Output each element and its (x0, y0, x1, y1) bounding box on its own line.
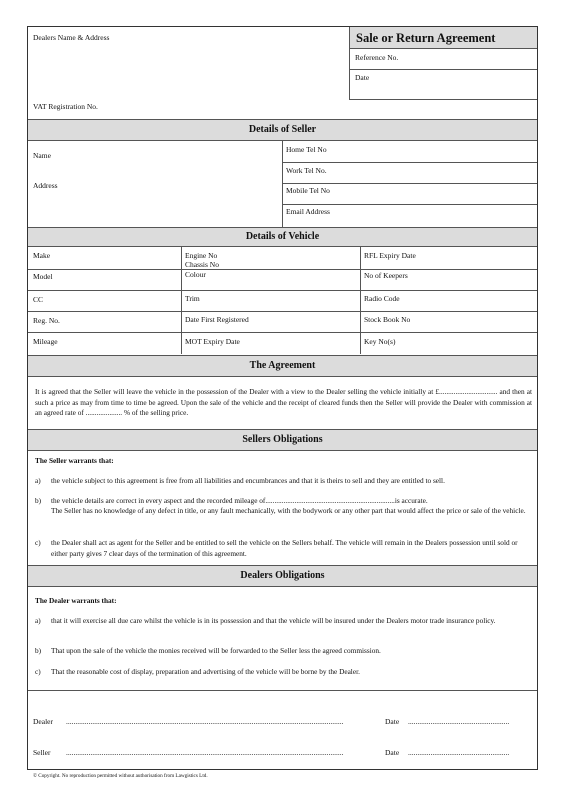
seller-signature-line[interactable]: .................................................................................................................................................... (66, 748, 344, 757)
the-agreement-heading: The Agreement (28, 355, 537, 377)
make-label: Make (33, 251, 51, 260)
cc-label: CC (33, 295, 44, 304)
agreement-text: It is agreed that the Seller will leave the vehicle in the possession of the Dealer with a view to the Dealer selling the vehicle initially at £................................ and then at such a price as may from time to time be agreed. Upon the sale of the vehicle and the receipt of cleared funds then the Seller will provide the Dealer with commission at an agreed rate of .................... % of the selling price. (35, 387, 532, 417)
header-row-line (350, 69, 537, 70)
dealers-name-address-label: Dealers Name & Address (33, 33, 110, 42)
seller-clause-b-text: The Seller has no knowledge of any defect in title, or any fault mechanically, with the bodywork or any other part that would affect the price or sale of the vehicle. (51, 506, 526, 515)
mot-expiry-label: MOT Expiry Date (185, 337, 240, 346)
seller-row-line (283, 204, 537, 205)
details-of-vehicle-heading: Details of Vehicle (28, 227, 537, 247)
dealer-clause-a-marker: a) (35, 616, 41, 625)
seller-date-line[interactable]: ...................................................... (408, 748, 510, 757)
vat-registration-label: VAT Registration No. (33, 102, 98, 111)
seller-row-line (283, 162, 537, 163)
signature-divider (28, 690, 537, 691)
mobile-tel-label: Mobile Tel No (286, 186, 330, 195)
date-label: Date (355, 73, 370, 82)
home-tel-label: Home Tel No (286, 145, 327, 154)
header-row-line (350, 99, 537, 100)
dealer-clause-a-text: that it will exercise all due care whilst the vehicle is in its possession and that the vehicle will be insured under the Dealers motor trade insurance policy. (51, 616, 496, 625)
seller-divider (282, 141, 283, 227)
dealer-warrants-intro: The Dealer warrants that: (35, 596, 117, 605)
dealer-clause-b-marker: b) (35, 646, 42, 655)
seller-warrants-intro: The Seller warrants that: (35, 456, 114, 465)
seller-signature-label: Seller (33, 748, 51, 757)
vehicle-row-line (28, 269, 537, 270)
dealer-signature-label: Dealer (33, 717, 53, 726)
colour-label: Colour (185, 270, 206, 279)
dealer-date-label: Date (385, 717, 400, 726)
stock-book-no-label: Stock Book No (364, 315, 411, 324)
vehicle-col-divider (360, 247, 361, 354)
work-tel-label: Work Tel No. (286, 166, 327, 175)
rfl-expiry-label: RFL Expiry Date (364, 251, 416, 260)
seller-clause-b-marker: b) (35, 496, 42, 505)
vehicle-row-line (28, 290, 537, 291)
seller-clause-a-text: the vehicle subject to this agreement is free from all liabilities and encumbrances and that it is theirs to sell and they are entitled to sell. (51, 476, 445, 485)
seller-row-line (283, 183, 537, 184)
seller-clause-b-line1: the vehicle details are correct in every aspect and the recorded mileage of.......................................................................is accurate. (51, 496, 428, 505)
vehicle-col-divider (181, 247, 182, 354)
no-of-keepers-label: No of Keepers (364, 271, 408, 280)
date-first-registered-label: Date First Registered (185, 315, 249, 324)
agreement-form (27, 26, 538, 770)
vehicle-row-line (28, 332, 537, 333)
dealer-clause-c-marker: c) (35, 667, 41, 676)
agreement-title: Sale or Return Agreement (356, 31, 496, 45)
agreement-title-box (350, 27, 537, 49)
seller-address-label: Address (33, 181, 58, 190)
trim-label: Trim (185, 294, 200, 303)
radio-code-label: Radio Code (364, 294, 400, 303)
copyright-notice: © Copyright. No reproduction permitted without authorisation from Lawgistics Ltd. (33, 773, 208, 779)
model-label: Model (33, 272, 53, 281)
seller-clause-a-marker: a) (35, 476, 41, 485)
dealer-signature-line[interactable]: .................................................................................................................................................... (66, 717, 344, 726)
mileage-label: Mileage (33, 337, 58, 346)
email-address-label: Email Address (286, 207, 330, 216)
reference-no-label: Reference No. (355, 53, 399, 62)
chassis-no-label: Chassis No (185, 260, 219, 269)
details-of-seller-heading: Details of Seller (28, 119, 537, 141)
engine-no-label: Engine No (185, 251, 218, 260)
vehicle-row-line (28, 311, 537, 312)
seller-date-label: Date (385, 748, 400, 757)
seller-clause-c-text: the Dealer shall act as agent for the Seller and be entitled to sell the vehicle on the Sellers behalf. The vehicle will remain in the Dealers possession until sold or either party gives 7 clear days of the termination of this agreement. (51, 538, 518, 558)
dealers-obligations-heading: Dealers Obligations (28, 565, 537, 587)
sellers-obligations-heading: Sellers Obligations (28, 429, 537, 451)
reg-no-label: Reg. No. (33, 316, 60, 325)
dealer-clause-c-text: That the reasonable cost of display, preparation and advertising of the vehicle will be borne by the Dealer. (51, 667, 360, 676)
key-nos-label: Key No(s) (364, 337, 396, 346)
dealer-clause-b-text: That upon the sale of the vehicle the monies received will be forwarded to the Seller less the agreed commission. (51, 646, 381, 655)
dealer-date-line[interactable]: ...................................................... (408, 717, 510, 726)
seller-clause-c-marker: c) (35, 538, 41, 547)
seller-name-label: Name (33, 151, 51, 160)
